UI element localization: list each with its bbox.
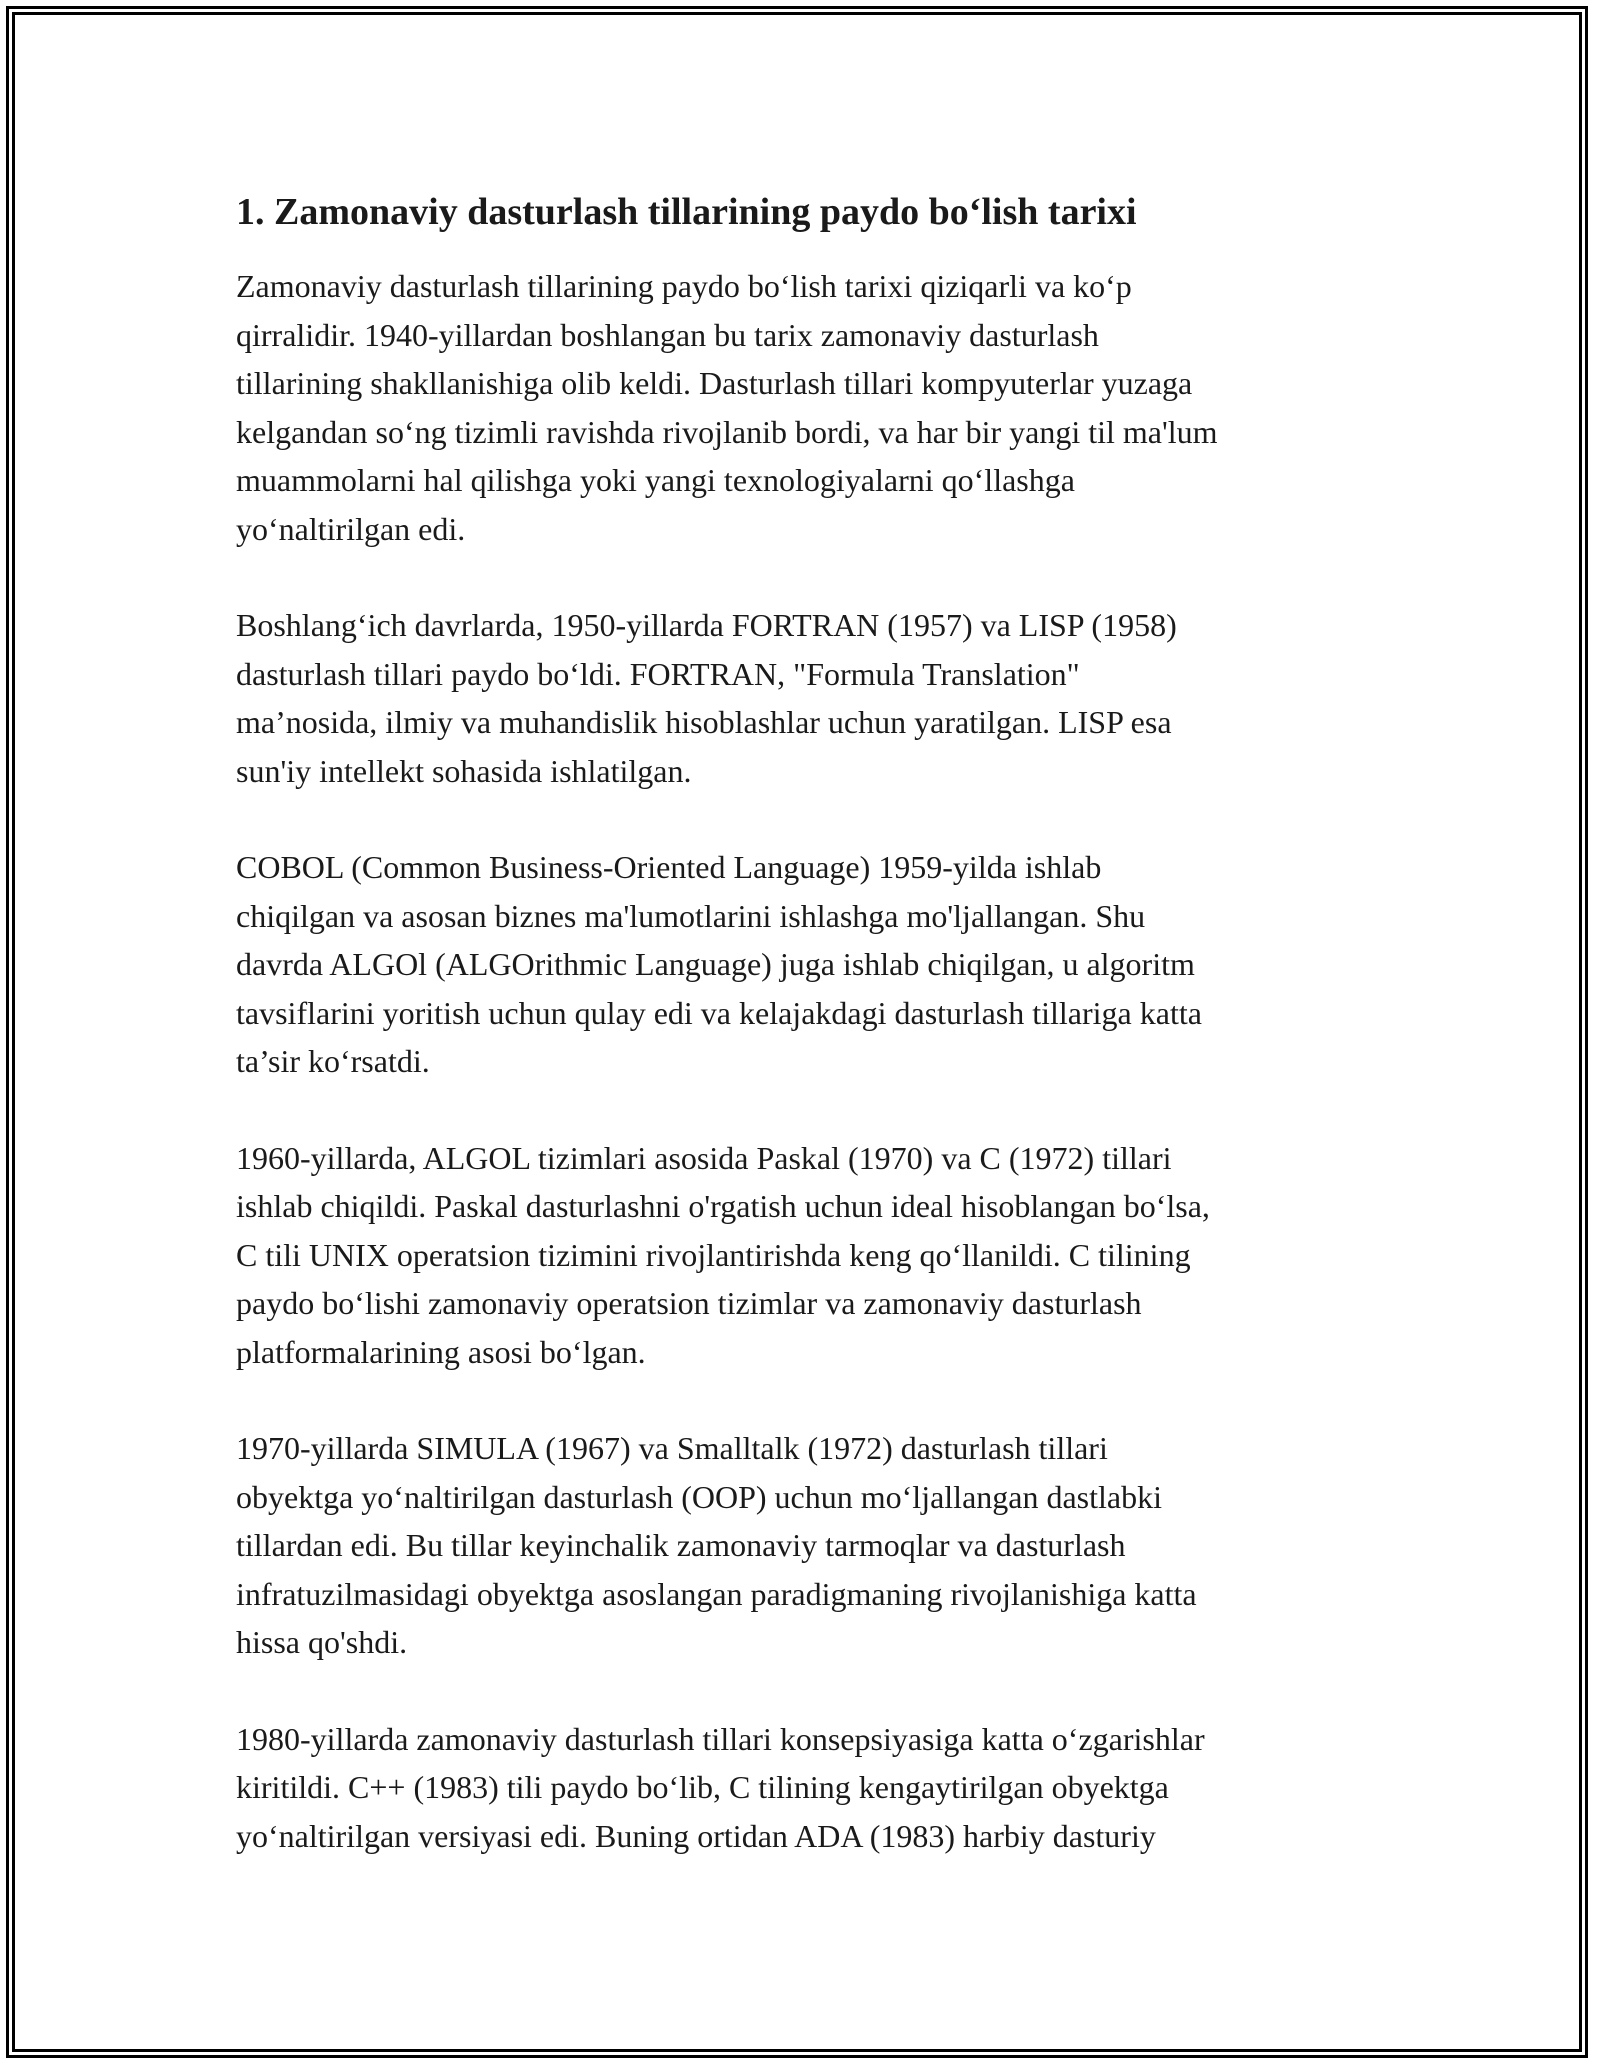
- paragraph-line: yo‘naltirilgan edi.: [236, 510, 466, 547]
- paragraph-line: davrda ALGOl (ALGOrithmic Language) juga ishlab chiqilgan, u algoritm: [236, 946, 1195, 982]
- paragraph-line: tillardan edi. Bu tillar keyinchalik zamonaviy tarmoqlar va dasturlash: [236, 1527, 1126, 1563]
- paragraph-line: 1970-yillarda SIMULA (1967) va Smalltalk (1972) dasturlash tillari: [236, 1430, 1108, 1466]
- paragraph-line: ma’nosida, ilmiy va muhandislik hisoblashlar uchun yaratilgan. LISP esa: [236, 704, 1172, 740]
- paragraph-line: platformalarining asosi bo‘lgan.: [236, 1333, 646, 1370]
- paragraph-6: [236, 1715, 1366, 1861]
- paragraph-line: muammolarni hal qilishga yoki yangi texnologiyalarni qo‘llashga: [236, 462, 1075, 498]
- paragraph-4: [236, 1134, 1366, 1377]
- paragraph-2: [236, 601, 1366, 795]
- paragraph-line: dasturlash tillari paydo bo‘ldi. FORTRAN, "Formula Translation": [236, 655, 1080, 692]
- paragraph-line: tillarining shakllanishiga olib keldi. Dasturlash tillari kompyuterlar yuzaga: [236, 365, 1193, 401]
- paragraph-line: paydo bo‘lishi zamonaviy operatsion tizimlar va zamonaviy dasturlash: [236, 1285, 1142, 1321]
- paragraph-line: obyektga yo‘naltirilgan dasturlash (OOP) uchun mo‘ljallangan dastlabki: [236, 1478, 1162, 1515]
- paragraph-line: kelgandan so‘ng tizimli ravishda rivojlanib bordi, va har bir yangi til ma'lum: [236, 413, 1218, 450]
- paragraph-line: hissa qo'shdi.: [236, 1624, 408, 1660]
- paragraph-line: Zamonaviy dasturlash tillarining paydo bo‘lish tarixi qiziqarli va ko‘p: [236, 268, 1132, 304]
- paragraph-line: infratuzilmasidagi obyektga asoslangan paradigmaning rivojlanishiga katta: [236, 1575, 1197, 1612]
- paragraphs: [236, 262, 1366, 1860]
- paragraph-5: [236, 1424, 1366, 1667]
- paragraph-line: chiqilgan va asosan biznes ma'lumotlarini ishlashga mo'ljallangan. Shu: [236, 897, 1146, 934]
- paragraph-line: tavsiflarini yoritish uchun qulay edi va kelajakdagi dasturlash tillariga katta: [236, 994, 1202, 1031]
- paragraph-line: ishlab chiqildi. Paskal dasturlashni o'rgatish uchun ideal hisoblangan bo‘lsa,: [236, 1188, 1210, 1224]
- paragraph-line: 1980-yillarda zamonaviy dasturlash tillari konsepsiyasiga katta o‘zgarishlar: [236, 1720, 1205, 1757]
- paragraph-line: Boshlang‘ich davrlarda, 1950-yillarda FORTRAN (1957) va LISP (1958): [236, 607, 1177, 643]
- paragraph-line: sun'iy intellekt sohasida ishlatilgan.: [236, 752, 692, 789]
- paragraph-line: ta’sir ko‘rsatdi.: [236, 1043, 430, 1079]
- paragraph-line: 1960-yillarda, ALGOL tizimlari asosida Paskal (1970) va C (1972) tillari: [236, 1139, 1172, 1176]
- paragraph-1: [236, 262, 1366, 553]
- paragraph-line: kiritildi. C++ (1983) tili paydo bo‘lib, C tilining kengaytirilgan obyektga: [236, 1769, 1169, 1805]
- paragraph-line: COBOL (Common Business-Oriented Language) 1959-yilda ishlab: [236, 849, 1102, 885]
- paragraph-line: qirralidir. 1940-yillardan boshlangan bu tarix zamonaviy dasturlash: [236, 316, 1099, 353]
- document-body: [236, 186, 1366, 1908]
- section-heading: 1. Zamonaviy dasturlash tillarining paydo bo‘lish tarixi: [236, 191, 1137, 233]
- paragraph-line: C tili UNIX operatsion tizimini rivojlantirishda keng qo‘llanildi. C tilining: [236, 1236, 1191, 1273]
- paragraph-line: yo‘naltirilgan versiyasi edi. Buning ortidan ADA (1983) harbiy dasturiy: [236, 1817, 1156, 1854]
- paragraph-3: [236, 843, 1366, 1086]
